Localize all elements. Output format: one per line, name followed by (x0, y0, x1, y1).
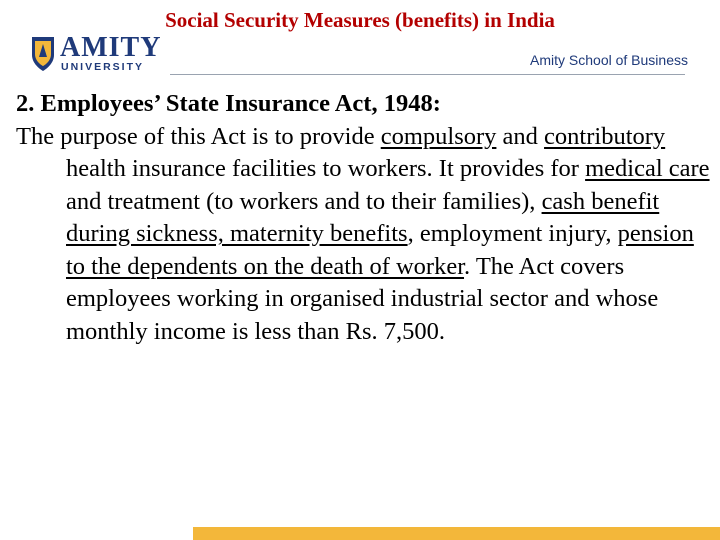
section-heading: 2. Employees’ State Insurance Act, 1948: (16, 90, 441, 117)
underlined-term-medical-care: medical care (585, 155, 710, 182)
text-segment: The purpose of this Act is to provide (16, 122, 381, 150)
logo-wordmark: AMITY (60, 32, 162, 63)
slide-content (16, 88, 712, 348)
text-segment: health insurance facilities to workers. It provides for (66, 155, 586, 182)
text-segment: . The Act covers employees working in organised industrial sector and whose monthly income is less than Rs. 7,500. (66, 252, 659, 345)
footer-accent-bar (193, 527, 720, 540)
underlined-term-compulsory: compulsory (380, 122, 497, 150)
text-segment: and (496, 122, 545, 150)
underlined-term-contributory: contributory (544, 122, 666, 150)
underlined-term-cash-benefit: cash benefit during sickness, maternity benefits (66, 187, 660, 247)
slide-title: Social Security Measures (benefits) in India (165, 8, 555, 32)
header-divider (170, 74, 685, 75)
shield-icon (30, 35, 56, 73)
logo-subtitle: UNIVERSITY (61, 61, 145, 73)
underlined-term-pension: pension to the dependents on the death of worker (66, 220, 694, 280)
body-paragraph (16, 121, 712, 349)
text-segment: and treatment (to workers and to their families), (66, 187, 542, 215)
school-name: Amity School of Business (530, 52, 688, 68)
text-segment: , employment injury, (407, 220, 618, 247)
amity-logo (30, 33, 160, 77)
